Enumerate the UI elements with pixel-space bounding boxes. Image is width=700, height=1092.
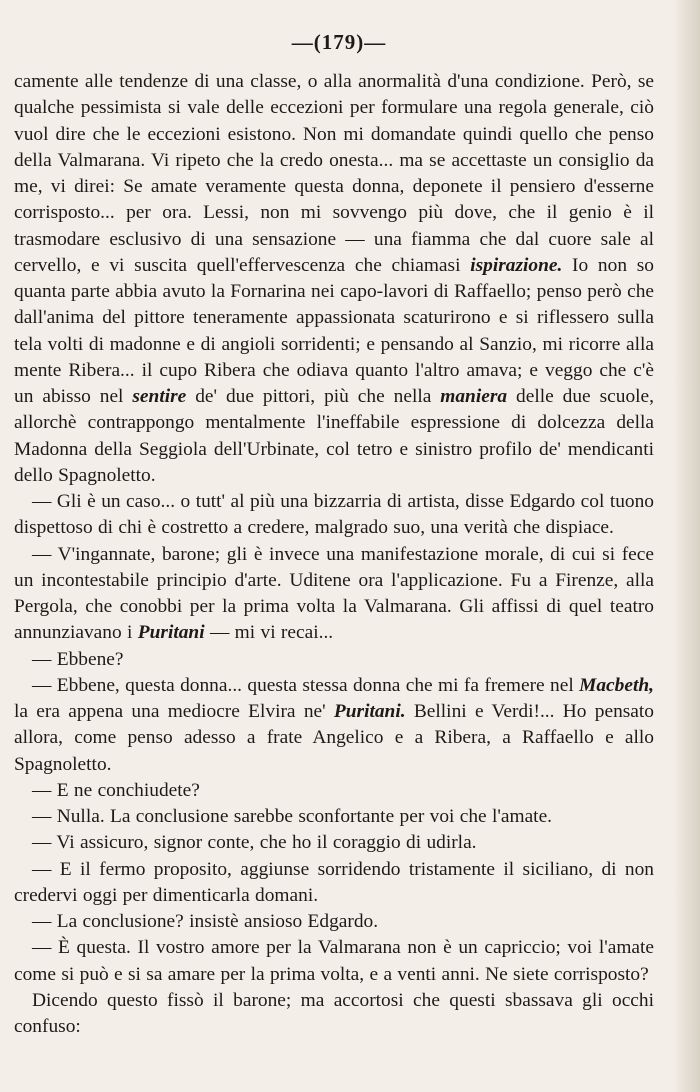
text-run: — Ebbene? (32, 648, 124, 670)
text-run: — E il fermo proposito, aggiunse sorridendo tristamente il siciliano, di non credervi oggi per dimenticarla domani. (14, 858, 654, 906)
paragraph-p2 (14, 489, 654, 542)
text-run: delle due scuole, allorchè contrappongo mentalmente l'ineffabile espressione di dolcezza della Madonna della Seggiola dell'Urbinate, col tetro e sinistro profilo de' mendicanti dello Spagnoletto. (14, 386, 654, 486)
paragraph-p8 (14, 830, 654, 856)
text-run: camente alle tendenze di una classe, o alla anormalità d'una condizione. Però, se qualche pessimista si vale delle eccezioni per formulare una regola generale, ciò vuol dire che le eccezioni esistono. Non mi domandate quindi quello che penso della Valmarana. Vi ripeto che la credo onesta... ma se accettaste un consiglio da me, vi direi: Se amate veramente questa donna, deponete il pensiero d'esserne corrisposto... per ora. Lessi, non mi sovvengo più dove, che il genio è il trasmodare esclusivo di una sensazione — una fiamma che dal cuore sale al cervello, e vi suscita quell'effervescenza che chiamasi (14, 71, 654, 276)
paragraph-p9 (14, 857, 654, 910)
text-run: — Gli è un caso... o tutt' al più una bizzarria di artista, disse Edgardo col tuono dispettoso di chi è costretto a credere, malgrado suo, una verità che dispiace. (14, 491, 654, 539)
paragraph-p3 (14, 542, 654, 647)
paragraph-p4 (14, 647, 654, 673)
paragraph-p12 (14, 988, 654, 1041)
text-run: — Nulla. La conclusione sarebbe sconfortante per voi che l'amate. (32, 806, 553, 827)
paragraph-p5 (14, 673, 654, 778)
paragraph-p1 (14, 69, 654, 489)
paragraph-p11 (14, 935, 654, 988)
italic-term: maniera (440, 386, 508, 407)
page-edge-shadow (672, 0, 700, 1092)
text-run: Bellini e Verdi!... Ho pensato allora, come penso adesso a frate Angelico e a Ribera, a Raffaello e allo Spagnoletto. (14, 701, 654, 775)
italic-term: sentire (132, 386, 187, 407)
page-number: —(179)— (291, 30, 387, 54)
text-run: — E ne conchiudete? (32, 779, 200, 801)
text-run: de' due pittori, più che nella (186, 386, 441, 407)
body-text (14, 69, 654, 1040)
paragraph-p7 (14, 804, 654, 830)
italic-term: ispirazione. (470, 254, 563, 276)
text-run: — mi vi recai... (204, 622, 334, 644)
text-run: — Vi assicuro, signor conte, che ho il coraggio di udirla. (32, 832, 477, 854)
italic-term: Puritani. (333, 701, 406, 722)
text-run: la era appena una mediocre Elvira ne' (14, 701, 334, 722)
text-run: — È questa. Il vostro amore per la Valmarana non è un capriccio; voi l'amate come si può e si sa amare per la prima volta, e a venti anni. Ne siete corrisposto? (14, 937, 654, 985)
paragraph-p10 (14, 909, 654, 935)
italic-term: Macbeth, (579, 674, 654, 696)
text-run: — La conclusione? insistè ansioso Edgardo. (32, 911, 379, 932)
paragraph-p6 (14, 778, 654, 804)
italic-term: Puritani (137, 622, 205, 644)
text-run: — V'ingannate, barone; gli è invece una manifestazione morale, di cui si fece un incontestabile principio d'arte. Uditene ora l'applicazione. Fu a Firenze, alla Pergola, che conobbi per la prima volta la Valmarana. Gli affissi di quel teatro annunziavano i (14, 543, 654, 644)
text-run: — Ebbene, questa donna... questa stessa donna che mi fa fremere nel (32, 674, 580, 696)
text-run: Dicendo questo fissò il barone; ma accortosi che questi sbassava gli occhi confuso: (14, 989, 654, 1037)
text-run: Io non so quanta parte abbia avuto la Fornarina nei capo-lavori di Raffaello; penso però che dall'anima del pittore teneramente appassionata scaturirono e si riflessero sulla tela volti di madonne e di angioli sorridenti; e pensando al Sanzio, mi ricorre alla mente Ribera... il cupo Ribera che odiava quanto l'altro amava; e veggo che c'è un abisso nel (14, 254, 654, 407)
